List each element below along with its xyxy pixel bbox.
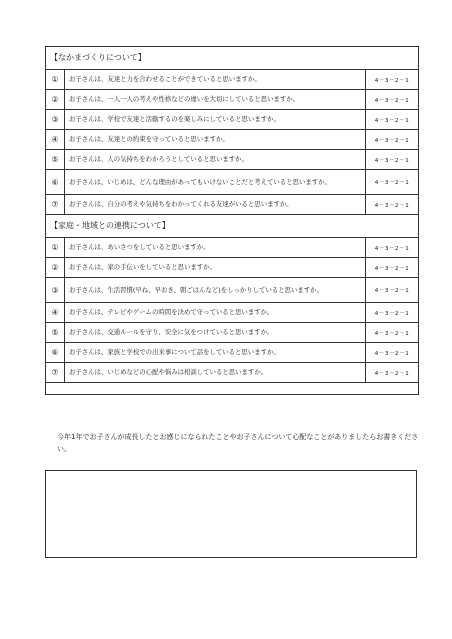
question-number: ⑥ xyxy=(46,170,65,194)
question-number: ③ xyxy=(46,278,65,302)
question-row xyxy=(46,363,418,383)
table-bottom-spacer xyxy=(46,383,418,394)
section-heading-home-community: 【家庭・地域との連携について】 xyxy=(46,215,418,238)
question-text: お子さんは、家の手伝いをしていると思いますか。 xyxy=(65,258,366,277)
question-row xyxy=(46,130,418,150)
question-number: ② xyxy=(46,258,65,277)
question-number: ④ xyxy=(46,130,65,149)
question-number: ④ xyxy=(46,303,65,322)
question-number: ③ xyxy=(46,110,65,129)
rating-scale[interactable]: 4－3－2－1 xyxy=(374,157,410,164)
rating-scale[interactable]: 4－3－2－1 xyxy=(374,330,410,337)
question-row xyxy=(46,303,418,323)
comment-input-box[interactable] xyxy=(45,470,417,558)
rating-scale[interactable]: 4－3－2－1 xyxy=(374,137,410,144)
rating-scale[interactable]: 4－3－2－1 xyxy=(374,310,410,317)
question-number: ① xyxy=(46,70,65,89)
rating-scale[interactable]: 4－3－2－1 xyxy=(374,180,410,186)
rating-scale[interactable]: 4－3－2－1 xyxy=(374,77,410,84)
question-text: お子さんは、一人一人の考えや性格などの違いを大切にしていると思いますか。 xyxy=(65,90,366,109)
survey-table xyxy=(45,46,419,395)
question-number: ② xyxy=(46,90,65,109)
rating-scale[interactable]: 4－3－2－1 xyxy=(374,97,410,104)
question-number: ⑥ xyxy=(46,343,65,362)
question-text: お子さんは、いじめは、どんな理由があってもいけないことだと考えていると思いますか。 xyxy=(65,170,366,194)
question-row xyxy=(46,323,418,343)
question-number: ① xyxy=(46,238,65,257)
question-number: ⑤ xyxy=(46,323,65,342)
question-row xyxy=(46,150,418,170)
question-row xyxy=(46,70,418,90)
question-row xyxy=(46,238,418,258)
question-row xyxy=(46,278,418,303)
question-text: お子さんは、人の気持ちをわかろうとしていると思いますか。 xyxy=(65,150,366,169)
rating-scale[interactable]: 4－3－2－1 xyxy=(374,245,410,252)
question-row xyxy=(46,110,418,130)
question-number: ⑦ xyxy=(46,363,65,382)
question-row xyxy=(46,343,418,363)
question-text: お子さんは、友達と力を合わせることができていると思いますか。 xyxy=(65,70,366,89)
question-row xyxy=(46,170,418,195)
question-text: お子さんは、生活習慣(早ね、早おき、朝ごはんなど)をしっかりしていると思いますか。 xyxy=(65,278,366,302)
question-number: ⑦ xyxy=(46,195,65,214)
question-text: お子さんは、交通ルールを守り、安全に気をつけていると思いますか。 xyxy=(65,323,366,342)
rating-scale[interactable]: 4－3－2－1 xyxy=(374,288,410,294)
question-text: お子さんは、いじめなどの心配や悩みは相談していると思いますか。 xyxy=(65,363,366,382)
rating-scale[interactable]: 4－3－2－1 xyxy=(374,202,410,209)
rating-scale[interactable]: 4－3－2－1 xyxy=(374,117,410,124)
question-row xyxy=(46,90,418,110)
question-text: お子さんは、あいさつをしていると思いますか。 xyxy=(65,238,366,257)
question-text: お子さんは、自分の考えや気持ちをわかってくれる友達がいると思いますか。 xyxy=(65,195,366,214)
question-text: お子さんは、テレビやゲームの時間を決めて守っていると思いますか。 xyxy=(65,303,366,322)
rating-scale[interactable]: 4－3－2－1 xyxy=(374,265,410,272)
question-text: お子さんは、学校で友達と活動するのを楽しみにしていると思いますか。 xyxy=(65,110,366,129)
question-row xyxy=(46,258,418,278)
question-number: ⑤ xyxy=(46,150,65,169)
rating-scale[interactable]: 4－3－2－1 xyxy=(374,350,410,357)
question-text: お子さんは、家族と学校での出来事について話をしていると思いますか。 xyxy=(65,343,366,362)
section-heading-friendship: 【なかまづくりについて】 xyxy=(46,47,418,70)
comment-prompt: 今年1年でお子さんが成長したとお感じになられたことやお子さんについて心配なことがありましたらお書きください。 xyxy=(57,433,419,453)
question-row xyxy=(46,195,418,215)
question-text: お子さんは、友達との約束を守っていると思いますか。 xyxy=(65,130,366,149)
rating-scale[interactable]: 4－3－2－1 xyxy=(374,370,410,377)
